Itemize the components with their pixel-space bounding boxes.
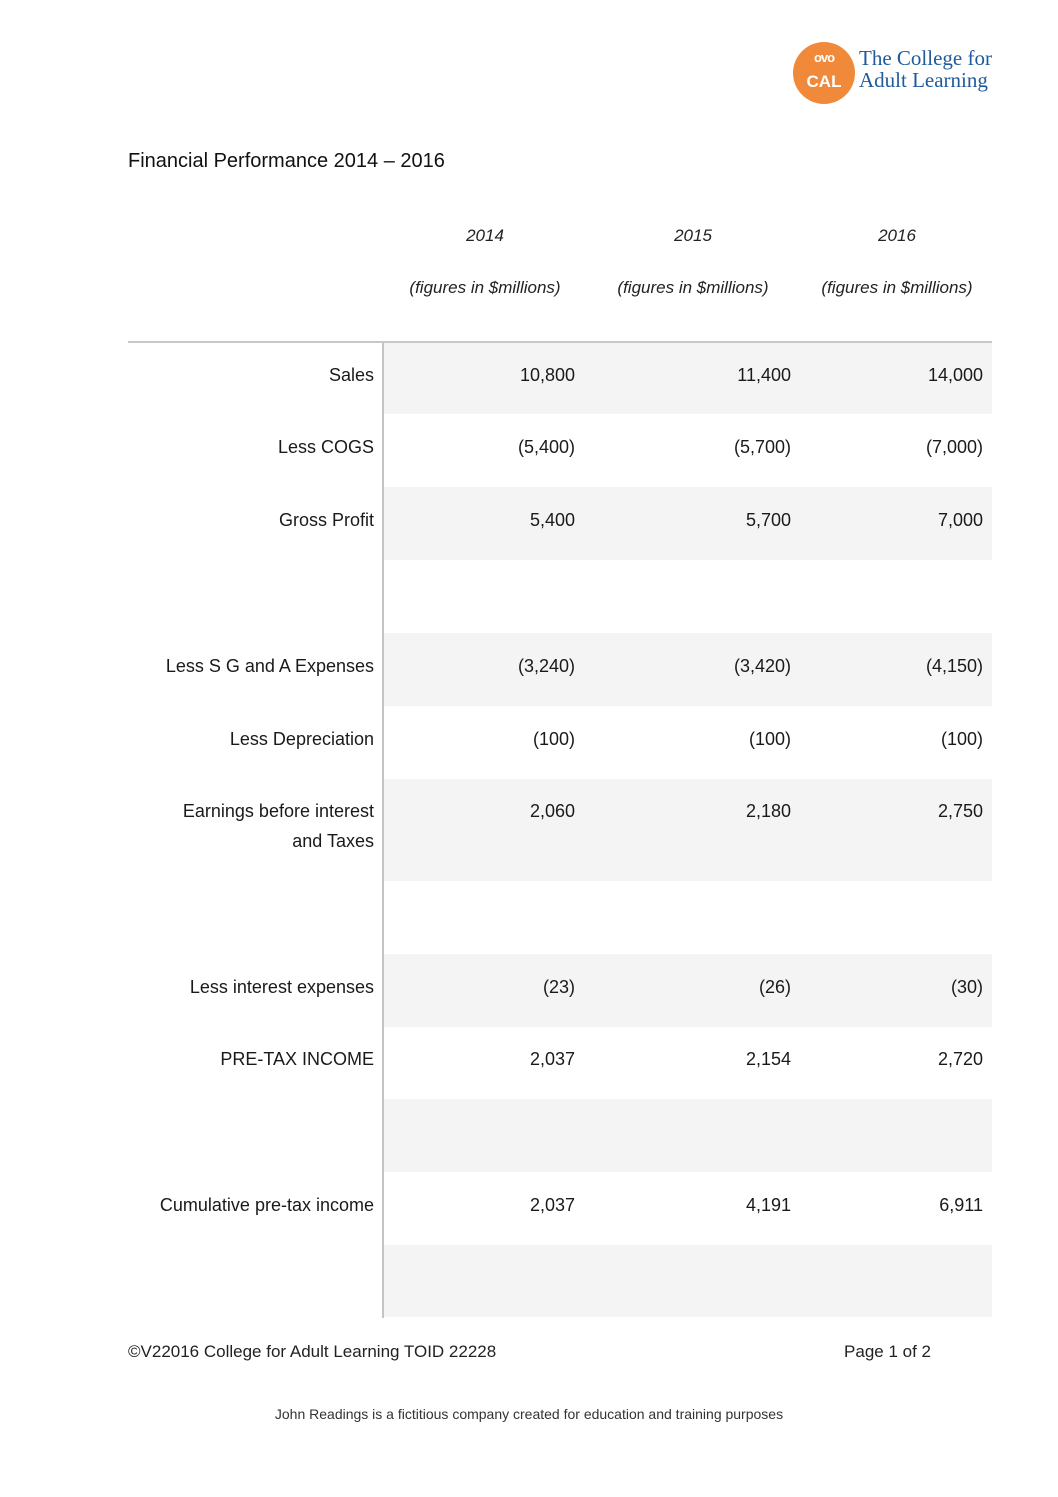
cell-cumulative-2016: 6,911 [939, 1195, 983, 1215]
footer-page-number: Page 1 of 2 [844, 1342, 931, 1361]
cell-ebit-2014: 2,060 [529, 801, 575, 821]
row-band [384, 1027, 992, 1099]
logo-cal-text: CAL [806, 72, 842, 91]
row-label-cogs: Less COGS [277, 437, 374, 457]
cell-cogs-2015: (5,700) [733, 437, 791, 457]
row-label-sga: Less S G and A Expenses [165, 656, 374, 676]
cell-pre-tax-2014: 2,037 [529, 1049, 575, 1069]
cell-interest-2014: (23) [542, 977, 575, 997]
column-unit-2015: (figures in $millions) [617, 278, 769, 297]
row-label-interest: Less interest expenses [189, 977, 374, 997]
cell-pre-tax-2016: 2,720 [937, 1049, 983, 1069]
row-band [384, 1245, 992, 1317]
row-label-sales: Sales [328, 365, 374, 385]
row-label-pre-tax-income: PRE-TAX INCOME [220, 1049, 374, 1069]
row-band [384, 954, 992, 1027]
row-band [384, 706, 992, 779]
table-vertical-divider [382, 343, 384, 1318]
row-band [384, 881, 992, 954]
cell-depreciation-2016: (100) [940, 729, 983, 749]
logo-line-1: The College for [859, 46, 992, 70]
cell-interest-2016: (30) [950, 977, 983, 997]
column-year-2014: 2014 [466, 226, 504, 245]
column-unit-2016: (figures in $millions) [821, 278, 973, 297]
cell-ebit-2016: 2,750 [937, 801, 983, 821]
row-label-depreciation: Less Depreciation [229, 729, 374, 749]
cell-cogs-2016: (7,000) [925, 437, 983, 457]
cell-depreciation-2015: (100) [748, 729, 791, 749]
logo-owl-mark [793, 42, 855, 104]
column-unit-2014: (figures in $millions) [409, 278, 561, 297]
college-logo [793, 42, 1008, 104]
footer-disclaimer: John Readings is a fictitious company created for education and training purposes [274, 1406, 784, 1422]
cell-ebit-2015: 2,180 [745, 801, 791, 821]
column-year-2015: 2015 [674, 226, 712, 245]
cell-gross-profit-2015: 5,700 [745, 510, 791, 530]
cell-cogs-2014: (5,400) [517, 437, 575, 457]
cell-pre-tax-2015: 2,154 [745, 1049, 791, 1069]
row-band [384, 560, 992, 633]
row-band [384, 1099, 992, 1172]
cell-gross-profit-2016: 7,000 [937, 510, 983, 530]
column-year-2016: 2016 [878, 226, 916, 245]
row-label-ebit: Earnings before interest [182, 801, 374, 821]
footer-copyright: ©V22016 College for Adult Learning TOID 22228 [128, 1342, 497, 1361]
cell-sga-2015: (3,420) [733, 656, 791, 676]
row-band [384, 343, 992, 414]
row-label-cumulative: Cumulative pre-tax income [159, 1195, 374, 1215]
cell-sga-2014: (3,240) [517, 656, 575, 676]
row-band [384, 414, 992, 487]
cell-sga-2016: (4,150) [925, 656, 983, 676]
cell-sales-2015: 11,400 [737, 365, 791, 385]
page-title: Financial Performance 2014 – 2016 [128, 150, 445, 172]
cell-sales-2014: 10,800 [519, 365, 575, 385]
row-band [384, 487, 992, 560]
owl-icon: ovo [813, 50, 835, 65]
row-label-gross-profit: Gross Profit [278, 510, 374, 530]
row-label-ebit-line2: and Taxes [292, 831, 374, 851]
logo-line-2: Adult Learning [859, 68, 988, 92]
row-band [384, 1172, 992, 1245]
cell-depreciation-2014: (100) [532, 729, 575, 749]
cell-cumulative-2015: 4,191 [745, 1195, 791, 1215]
logo-wordmark [859, 47, 992, 91]
row-band [384, 779, 992, 881]
row-band [384, 633, 992, 706]
cell-gross-profit-2014: 5,400 [529, 510, 575, 530]
cell-sales-2016: 14,000 [927, 365, 983, 385]
cell-cumulative-2014: 2,037 [529, 1195, 575, 1215]
cell-interest-2015: (26) [758, 977, 791, 997]
